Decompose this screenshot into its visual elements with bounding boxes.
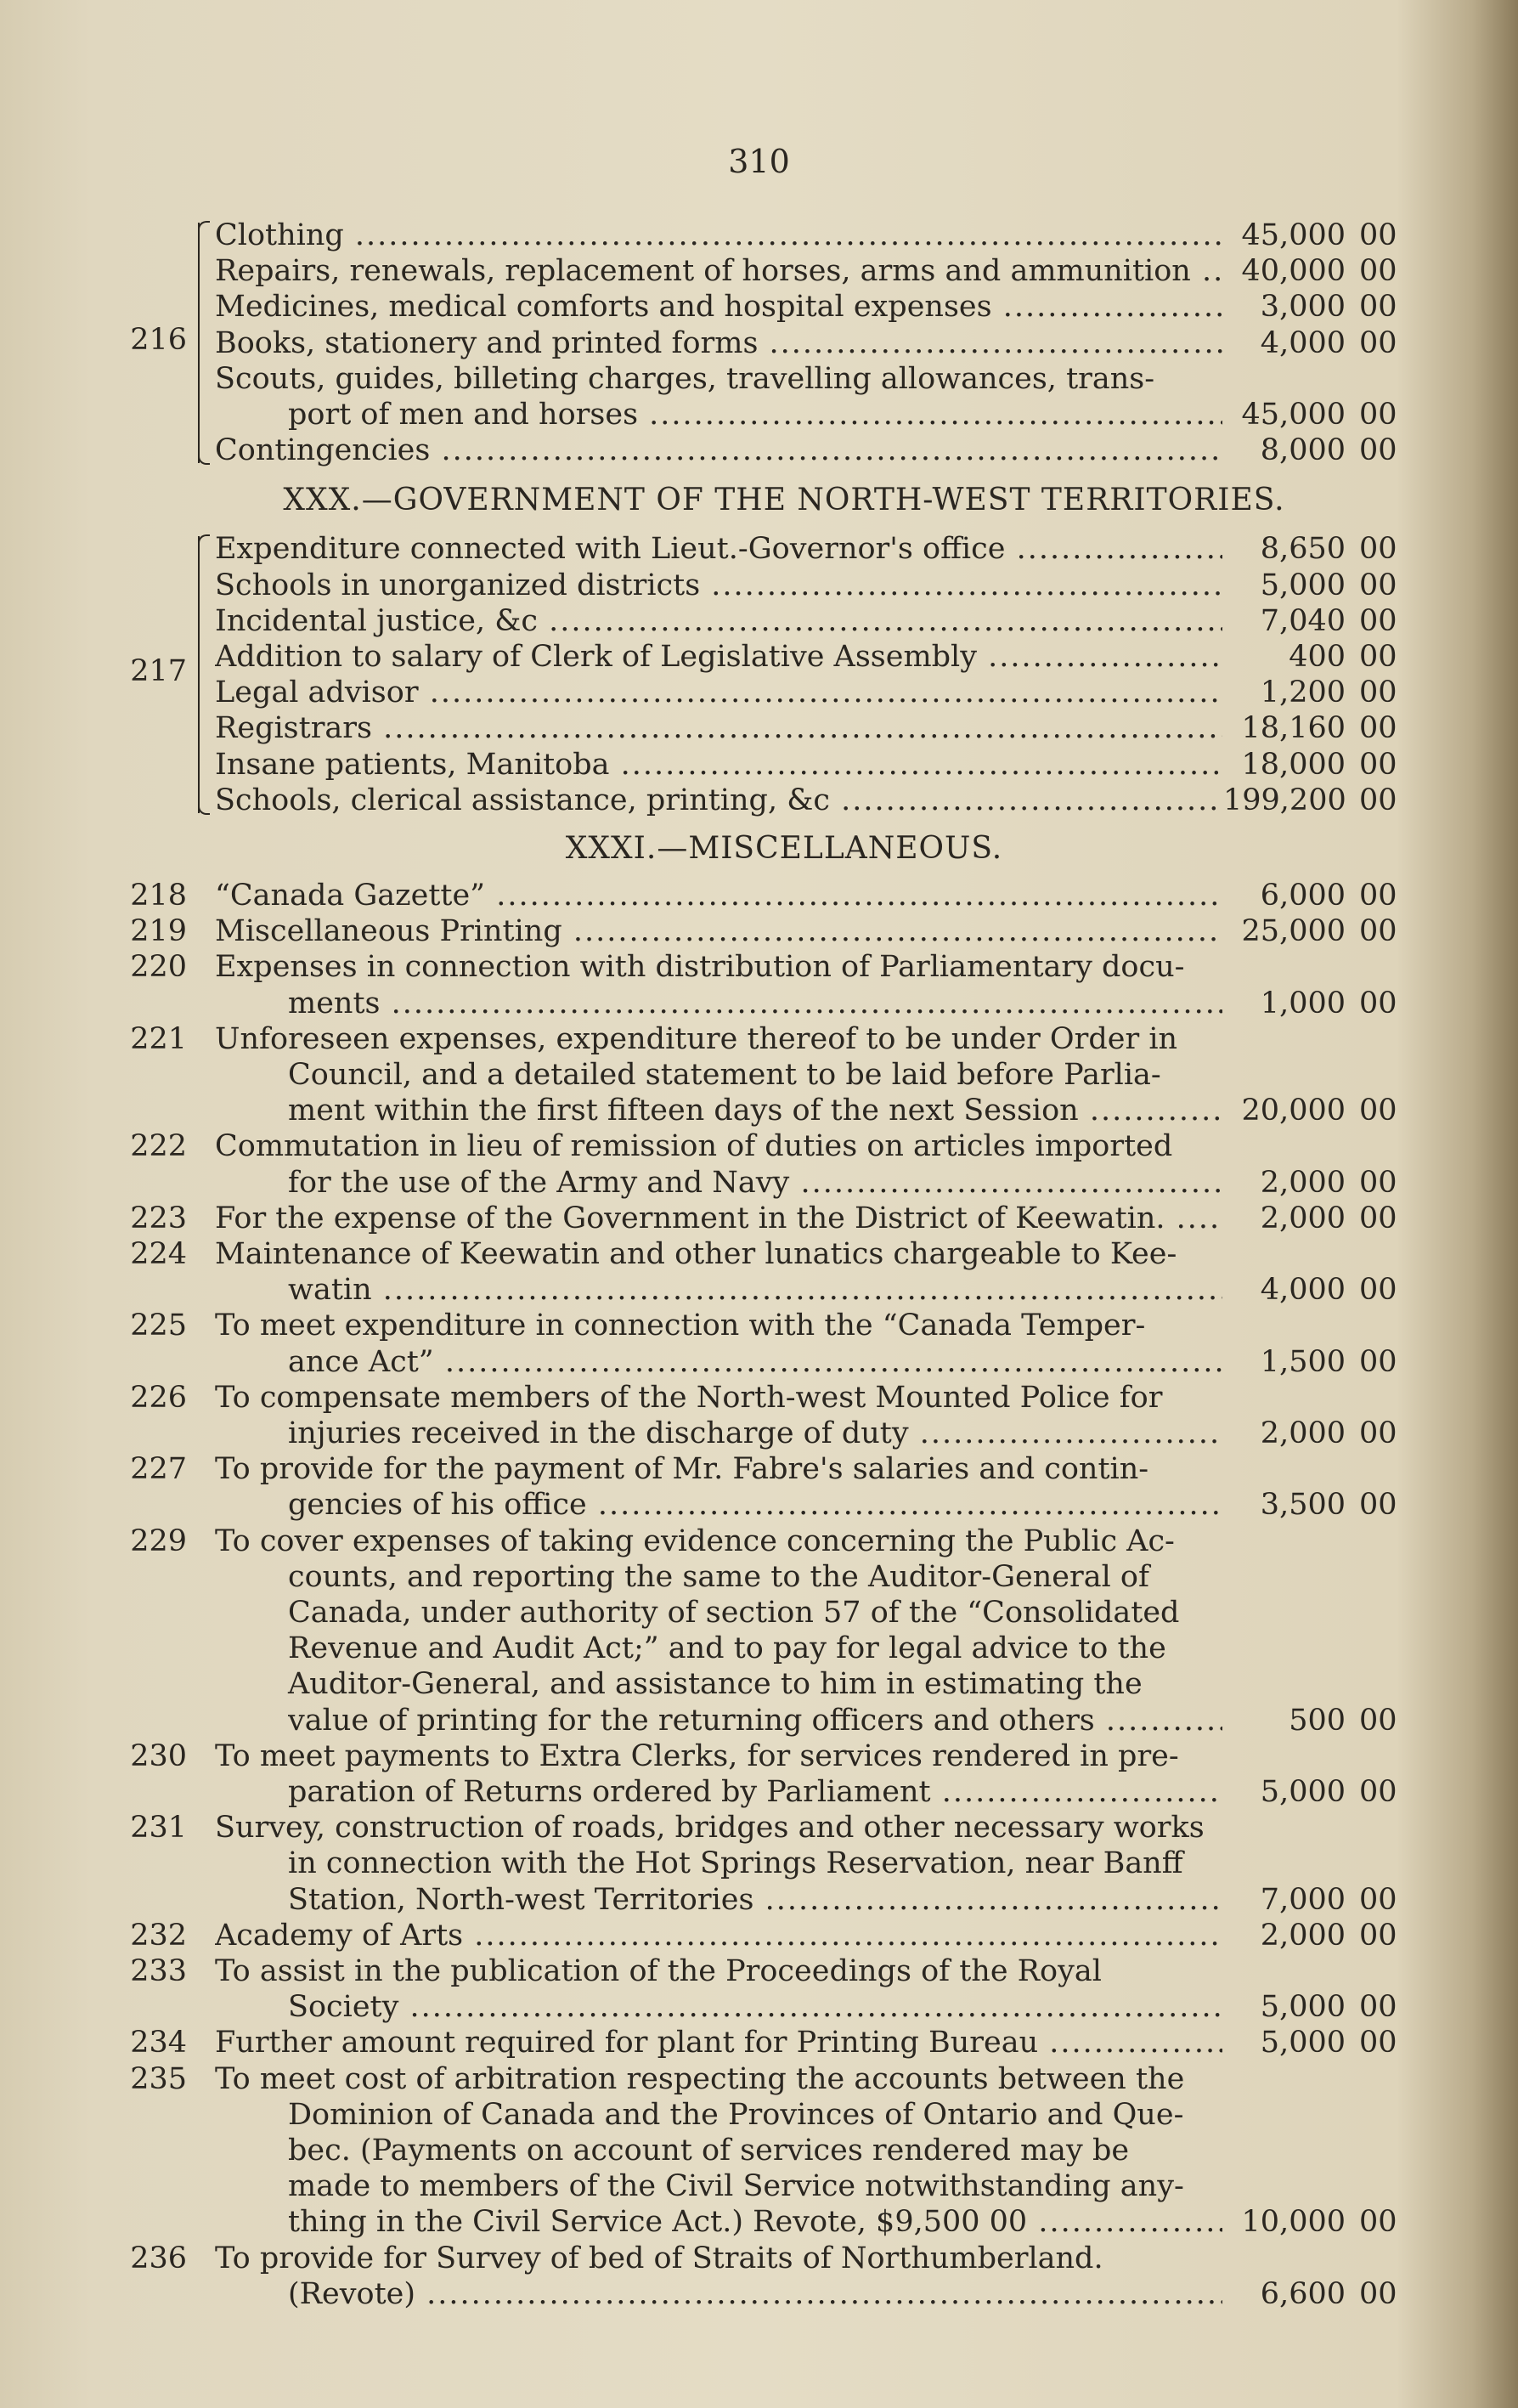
item-text: for the use of the Army and Navy ..... xyxy=(288,1165,1222,1201)
item-text: Clothing ..... xyxy=(215,218,1222,253)
item-text: Dominion of Canada and the Provinces of Ontario and Que- xyxy=(288,2097,1184,2132)
item-text: Medicines, medical comforts and hospital expenses ..... xyxy=(215,289,1222,325)
item-cents: 00 xyxy=(1359,1094,1397,1128)
group-row xyxy=(0,531,1518,567)
misc-item-continuation xyxy=(0,1272,1518,1308)
misc-item xyxy=(0,1810,1518,1846)
item-amount: 45,000 xyxy=(1241,218,1346,252)
group-row xyxy=(0,253,1518,289)
item-cents: 00 xyxy=(1359,1273,1397,1308)
brace-bracket xyxy=(198,223,212,463)
item-number: 218 xyxy=(130,879,187,913)
item-cents: 00 xyxy=(1359,914,1397,949)
group-row xyxy=(0,322,1518,361)
misc-item-continuation xyxy=(0,2204,1518,2240)
item-amount: 5,000 xyxy=(1260,1990,1346,2025)
misc-item-continuation xyxy=(0,1416,1518,1451)
item-text: gencies of his office ..... xyxy=(288,1487,1222,1523)
item-text: Auditor-General, and assistance to him in estimating the xyxy=(288,1667,1143,1702)
item-amount: 1,000 xyxy=(1260,986,1346,1020)
item-amount: 5,000 xyxy=(1260,568,1346,602)
item-amount: 3,000 xyxy=(1260,290,1346,325)
item-cents: 00 xyxy=(1359,1918,1397,1953)
item-text: To meet cost of arbitration respecting the accounts between the xyxy=(215,2061,1185,2096)
item-amount: 1,200 xyxy=(1260,675,1346,710)
item-amount: 8,000 xyxy=(1260,433,1346,468)
item-text: To provide for Survey of bed of Straits of Northumberland. xyxy=(215,2241,1103,2275)
item-number: 225 xyxy=(130,1309,187,1343)
item-cents: 00 xyxy=(1359,1775,1397,1809)
misc-item xyxy=(0,878,1518,913)
item-text: Incidental justice, &c ..... xyxy=(215,603,1222,639)
item-amount: 1,500 xyxy=(1260,1344,1346,1379)
group-row xyxy=(0,675,1518,710)
item-cents: 00 xyxy=(1359,2205,1397,2240)
brace-bracket xyxy=(198,536,212,813)
item-amount: 6,000 xyxy=(1260,879,1346,913)
group-number: 216 xyxy=(130,322,187,357)
item-amount: 4,000 xyxy=(1260,325,1346,360)
group-row xyxy=(0,783,1518,818)
item-number: 233 xyxy=(130,1954,187,1988)
item-cents: 00 xyxy=(1359,290,1397,325)
item-amount: 4,000 xyxy=(1260,1273,1346,1308)
item-cents: 00 xyxy=(1359,1990,1397,2025)
item-text: To meet expenditure in connection with the “Canada Temper- xyxy=(215,1309,1146,1343)
item-amount: 45,000 xyxy=(1241,398,1346,432)
misc-item-continuation xyxy=(0,1774,1518,1810)
item-text: To assist in the publication of the Proceedings of the Royal xyxy=(215,1954,1102,1988)
item-text: To meet payments to Extra Clerks, for services rendered in pre- xyxy=(215,1738,1179,1773)
misc-item-continuation xyxy=(0,1057,1518,1093)
item-text: Legal advisor ..... xyxy=(215,675,1222,710)
item-text: injuries received in the discharge of duty ..... xyxy=(288,1416,1222,1451)
item-amount: 2,000 xyxy=(1260,1416,1346,1450)
misc-item xyxy=(0,1523,1518,1559)
item-cents: 00 xyxy=(1359,675,1397,710)
item-text: in connection with the Hot Springs Reservation, near Banff xyxy=(288,1846,1183,1881)
group-row xyxy=(0,361,1518,397)
misc-item-continuation xyxy=(0,1666,1518,1702)
item-amount: 7,000 xyxy=(1260,1882,1346,1917)
misc-item xyxy=(0,1236,1518,1272)
misc-item xyxy=(0,1738,1518,1774)
item-amount: 199,200 xyxy=(1223,783,1346,817)
item-text: ment within the first fifteen days of the next Session ..... xyxy=(288,1093,1222,1128)
misc-item xyxy=(0,1021,1518,1057)
item-text: Commutation in lieu of remission of duties on articles imported xyxy=(215,1129,1173,1164)
misc-item xyxy=(0,949,1518,985)
item-text: Canada, under authority of section 57 of the “Consolidated xyxy=(288,1596,1180,1630)
item-cents: 00 xyxy=(1359,986,1397,1020)
item-cents: 00 xyxy=(1359,1165,1397,1200)
item-cents: 00 xyxy=(1359,1882,1397,1917)
item-number: 221 xyxy=(130,1021,187,1056)
misc-item-continuation xyxy=(0,1882,1518,1918)
item-text: port of men and horses ..... xyxy=(288,397,1222,432)
item-amount: 3,500 xyxy=(1260,1488,1346,1523)
misc-item-continuation xyxy=(0,1487,1518,1523)
item-number: 220 xyxy=(130,950,187,985)
item-text: Unforeseen expenses, expenditure thereof to be under Order in xyxy=(215,1021,1178,1056)
item-cents: 00 xyxy=(1359,640,1397,674)
item-cents: 00 xyxy=(1359,1201,1397,1235)
misc-item xyxy=(0,1128,1518,1164)
item-cents: 00 xyxy=(1359,603,1397,638)
item-amount: 18,160 xyxy=(1241,711,1346,746)
item-number: 229 xyxy=(130,1523,187,1558)
item-text: For the expense of the Government in the District of Keewatin. ..... xyxy=(215,1201,1222,1236)
misc-item xyxy=(0,1201,1518,1236)
item-number: 224 xyxy=(130,1237,187,1271)
item-text: Council, and a detailed statement to be laid before Parlia- xyxy=(288,1058,1161,1092)
item-text: bec. (Payments on account of services rendered may be xyxy=(288,2134,1130,2168)
item-amount: 500 xyxy=(1289,1703,1346,1738)
misc-item-continuation xyxy=(0,1165,1518,1201)
item-amount: 5,000 xyxy=(1260,1775,1346,1809)
item-text: ments ..... xyxy=(288,986,1222,1021)
page-number: 310 xyxy=(728,143,790,180)
misc-item xyxy=(0,1918,1518,1953)
item-cents: 00 xyxy=(1359,433,1397,468)
item-amount: 40,000 xyxy=(1241,254,1346,289)
group-row xyxy=(0,432,1518,468)
item-number: 236 xyxy=(130,2241,187,2275)
group-row xyxy=(0,710,1518,746)
item-text: Miscellaneous Printing ..... xyxy=(215,913,1222,949)
misc-item-continuation xyxy=(0,1344,1518,1380)
item-number: 235 xyxy=(130,2061,187,2096)
item-cents: 00 xyxy=(1359,254,1397,289)
misc-item-continuation xyxy=(0,1559,1518,1595)
misc-item xyxy=(0,2241,1518,2276)
item-number: 232 xyxy=(130,1918,187,1953)
item-number: 226 xyxy=(130,1380,187,1415)
item-text: To cover expenses of taking evidence concerning the Public Ac- xyxy=(215,1523,1175,1558)
group-row xyxy=(0,568,1518,603)
item-text: thing in the Civil Service Act.) Revote, $9,500 00 ..... xyxy=(288,2204,1222,2240)
item-amount: 6,600 xyxy=(1260,2276,1346,2311)
item-text: paration of Returns ordered by Parliament ..... xyxy=(288,1774,1222,1810)
section-heading: XXXI.—MISCELLANEOUS. xyxy=(565,831,1003,866)
item-amount: 20,000 xyxy=(1241,1094,1346,1128)
group-row-continuation xyxy=(0,397,1518,432)
misc-item xyxy=(0,2025,1518,2060)
item-text: watin ..... xyxy=(288,1272,1222,1308)
item-text: (Revote) ..... xyxy=(288,2276,1222,2312)
item-amount: 25,000 xyxy=(1241,914,1346,949)
item-cents: 00 xyxy=(1359,783,1397,817)
item-number: 234 xyxy=(130,2026,187,2060)
item-text: To compensate members of the North-west Mounted Police for xyxy=(215,1380,1163,1415)
group-row xyxy=(0,289,1518,325)
misc-item-continuation xyxy=(0,986,1518,1021)
item-text: Society ..... xyxy=(288,1989,1222,2025)
item-text: Revenue and Audit Act;” and to pay for legal advice to the xyxy=(288,1631,1166,1666)
group-row xyxy=(0,218,1518,253)
misc-item-continuation xyxy=(0,1631,1518,1666)
item-text: Insane patients, Manitoba ..... xyxy=(215,747,1222,783)
section-heading: XXX.—GOVERNMENT OF THE NORTH-WEST TERRITORIES. xyxy=(283,483,1285,518)
group-row xyxy=(0,747,1518,783)
item-text: Academy of Arts ..... xyxy=(215,1918,1222,1953)
misc-item xyxy=(0,1380,1518,1416)
item-cents: 00 xyxy=(1359,2026,1397,2060)
misc-item-continuation xyxy=(0,2097,1518,2133)
item-text: Repairs, renewals, replacement of horses, arms and ammunition ..... xyxy=(215,253,1222,289)
item-amount: 8,650 xyxy=(1260,532,1346,567)
item-number: 219 xyxy=(130,914,187,949)
misc-item xyxy=(0,1953,1518,1989)
misc-item-continuation xyxy=(0,1989,1518,2025)
item-amount: 18,000 xyxy=(1241,747,1346,782)
item-text: value of printing for the returning officers and others ..... xyxy=(288,1703,1222,1738)
item-cents: 00 xyxy=(1359,398,1397,432)
item-cents: 00 xyxy=(1359,325,1397,360)
item-cents: 00 xyxy=(1359,1703,1397,1738)
item-number: 231 xyxy=(130,1811,187,1846)
item-amount: 5,000 xyxy=(1260,2026,1346,2060)
item-cents: 00 xyxy=(1359,568,1397,602)
item-text: To provide for the payment of Mr. Fabre's salaries and contin- xyxy=(215,1452,1149,1487)
item-amount: 2,000 xyxy=(1260,1918,1346,1953)
group-row xyxy=(0,639,1518,675)
item-text: Schools, clerical assistance, printing, &c ..... xyxy=(215,783,1222,818)
group-number: 217 xyxy=(130,654,187,689)
item-text: Survey, construction of roads, bridges and other necessary works xyxy=(215,1811,1205,1846)
item-amount: 10,000 xyxy=(1241,2205,1346,2240)
item-text: Further amount required for plant for Printing Bureau ..... xyxy=(215,2025,1222,2060)
item-cents: 00 xyxy=(1359,1344,1397,1379)
item-amount: 7,040 xyxy=(1260,603,1346,638)
item-amount: 2,000 xyxy=(1260,1165,1346,1200)
item-text: “Canada Gazette” ..... xyxy=(215,878,1222,913)
misc-item-continuation xyxy=(0,2276,1518,2312)
item-number: 227 xyxy=(130,1452,187,1487)
item-text: made to members of the Civil Service notwithstanding any- xyxy=(288,2169,1184,2204)
item-text: Scouts, guides, billeting charges, travelling allowances, trans- xyxy=(215,361,1155,396)
item-amount: 400 xyxy=(1289,640,1346,674)
misc-item xyxy=(0,1308,1518,1343)
item-number: 223 xyxy=(130,1201,187,1235)
item-text: Addition to salary of Clerk of Legislative Assembly ..... xyxy=(215,639,1222,675)
misc-item xyxy=(0,913,1518,949)
misc-item xyxy=(0,2061,1518,2097)
item-cents: 00 xyxy=(1359,747,1397,782)
misc-item-continuation xyxy=(0,1846,1518,1881)
item-cents: 00 xyxy=(1359,218,1397,252)
misc-item-continuation xyxy=(0,1093,1518,1128)
item-text: Expenses in connection with distribution of Parliamentary docu- xyxy=(215,950,1185,985)
item-cents: 00 xyxy=(1359,532,1397,567)
item-cents: 00 xyxy=(1359,711,1397,746)
item-number: 230 xyxy=(130,1738,187,1773)
misc-item-continuation xyxy=(0,2133,1518,2168)
item-cents: 00 xyxy=(1359,2276,1397,2311)
group-row xyxy=(0,603,1518,639)
misc-item-continuation xyxy=(0,1703,1518,1738)
misc-item-continuation xyxy=(0,1595,1518,1631)
item-text: Expenditure connected with Lieut.-Governor's office ..... xyxy=(215,531,1222,567)
item-text: Registrars ..... xyxy=(215,710,1222,746)
item-text: Contingencies ..... xyxy=(215,432,1222,468)
item-text: Maintenance of Keewatin and other lunatics chargeable to Kee- xyxy=(215,1237,1177,1271)
item-amount: 2,000 xyxy=(1260,1201,1346,1235)
item-text: counts, and reporting the same to the Auditor-General of xyxy=(288,1559,1149,1594)
item-text: Station, North-west Territories ..... xyxy=(288,1882,1222,1918)
item-text: ance Act” ..... xyxy=(288,1344,1222,1380)
item-cents: 00 xyxy=(1359,1488,1397,1523)
item-text: Books, stationery and printed forms ..... xyxy=(215,325,1222,361)
item-cents: 00 xyxy=(1359,879,1397,913)
misc-item-continuation xyxy=(0,2168,1518,2204)
item-text: Schools in unorganized districts ..... xyxy=(215,568,1222,603)
misc-item xyxy=(0,1451,1518,1487)
item-cents: 00 xyxy=(1359,1416,1397,1450)
item-number: 222 xyxy=(130,1129,187,1164)
